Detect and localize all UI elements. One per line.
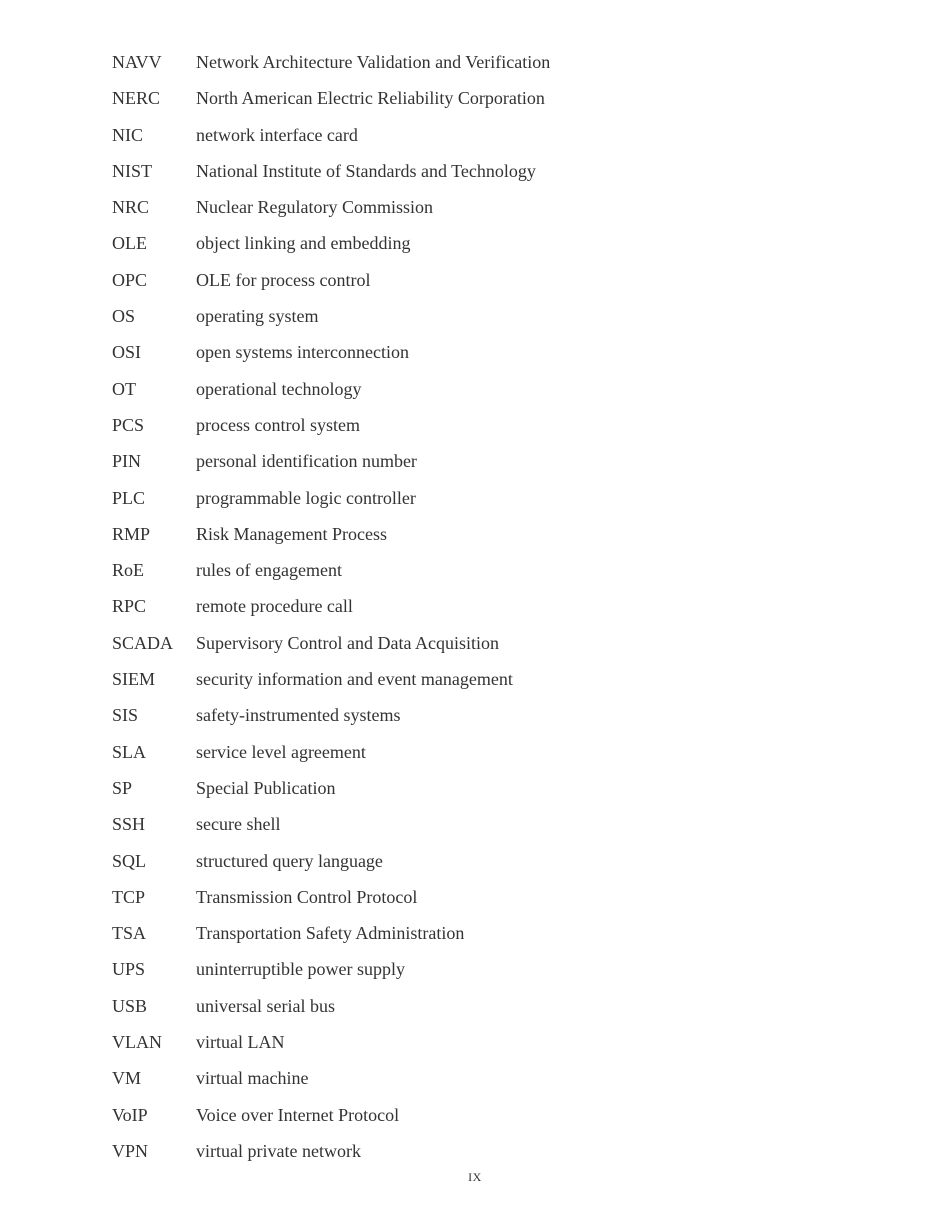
acronym-term: SP xyxy=(112,777,133,798)
acronym-row xyxy=(112,522,872,558)
acronym-row xyxy=(112,849,872,885)
acronym-definition: National Institute of Standards and Technology xyxy=(196,160,536,181)
acronym-row xyxy=(112,957,872,993)
acronym-term: NRC xyxy=(112,197,150,218)
acronym-definition: service level agreement xyxy=(196,741,366,762)
acronym-term: TSA xyxy=(112,923,147,944)
acronym-list xyxy=(112,50,872,1175)
acronym-row xyxy=(112,268,872,304)
acronym-row xyxy=(112,123,872,159)
acronym-row xyxy=(112,558,872,594)
acronym-definition: object linking and embedding xyxy=(196,233,411,254)
acronym-term: SQL xyxy=(112,850,147,871)
acronym-term: OPC xyxy=(112,269,148,290)
acronym-definition: process control system xyxy=(196,414,360,435)
acronym-definition: secure shell xyxy=(196,814,281,835)
acronym-row xyxy=(112,594,872,630)
acronym-definition: operating system xyxy=(196,306,319,327)
acronym-term: NIST xyxy=(112,160,152,181)
acronym-definition: Transportation Safety Administration xyxy=(196,923,465,944)
acronym-term: VLAN xyxy=(112,1032,162,1053)
acronym-row xyxy=(112,413,872,449)
acronym-definition: uninterruptible power supply xyxy=(196,959,405,980)
page-number: IX xyxy=(468,1170,482,1184)
acronym-definition: Special Publication xyxy=(196,777,336,798)
acronym-definition: safety-instrumented systems xyxy=(196,705,401,726)
acronym-definition: security information and event management xyxy=(196,669,513,690)
acronym-row xyxy=(112,304,872,340)
acronym-definition: virtual private network xyxy=(196,1140,361,1161)
acronym-row xyxy=(112,631,872,667)
acronym-definition: programmable logic controller xyxy=(196,487,416,508)
acronym-row xyxy=(112,994,872,1030)
acronym-row xyxy=(112,159,872,195)
acronym-term: VM xyxy=(112,1068,142,1089)
acronym-definition: Voice over Internet Protocol xyxy=(196,1104,400,1125)
acronym-term: USB xyxy=(112,995,148,1016)
acronym-term: OSI xyxy=(112,342,142,363)
acronym-row xyxy=(112,740,872,776)
acronym-definition: virtual LAN xyxy=(196,1032,285,1053)
acronym-term: UPS xyxy=(112,959,146,980)
acronym-row xyxy=(112,486,872,522)
acronym-term: RMP xyxy=(112,523,151,544)
acronym-definition: OLE for process control xyxy=(196,269,371,290)
acronym-definition: open systems interconnection xyxy=(196,342,409,363)
acronym-row xyxy=(112,231,872,267)
acronym-term: NIC xyxy=(112,124,143,145)
acronym-definition: Risk Management Process xyxy=(196,523,387,544)
acronym-definition: North American Electric Reliability Corporation xyxy=(196,88,545,109)
acronym-definition: virtual machine xyxy=(196,1068,309,1089)
acronym-row xyxy=(112,50,872,86)
acronym-term: NERC xyxy=(112,88,161,109)
acronym-row xyxy=(112,703,872,739)
acronym-term: PIN xyxy=(112,451,142,472)
acronym-row xyxy=(112,377,872,413)
acronym-row xyxy=(112,776,872,812)
acronym-term: SIS xyxy=(112,705,139,726)
acronym-term: OS xyxy=(112,306,136,327)
acronym-row xyxy=(112,667,872,703)
acronym-term: OT xyxy=(112,378,136,399)
acronym-term: PLC xyxy=(112,487,146,508)
acronym-term: PCS xyxy=(112,414,145,435)
acronym-row xyxy=(112,812,872,848)
acronym-row xyxy=(112,885,872,921)
acronym-row xyxy=(112,449,872,485)
acronym-term: SIEM xyxy=(112,669,156,690)
acronym-definition: structured query language xyxy=(196,850,383,871)
acronym-row xyxy=(112,1103,872,1139)
acronym-definition: Nuclear Regulatory Commission xyxy=(196,197,433,218)
acronym-row xyxy=(112,195,872,231)
acronym-definition: Transmission Control Protocol xyxy=(196,886,418,907)
acronym-definition: remote procedure call xyxy=(196,596,353,617)
acronym-definition: Supervisory Control and Data Acquisition xyxy=(196,632,499,653)
acronym-term: SSH xyxy=(112,814,146,835)
acronym-row xyxy=(112,1066,872,1102)
acronym-term: SCADA xyxy=(112,632,174,653)
acronym-definition: rules of engagement xyxy=(196,560,342,581)
acronym-term: NAVV xyxy=(112,52,162,72)
acronym-row xyxy=(112,1030,872,1066)
acronym-term: SLA xyxy=(112,741,147,762)
acronym-definition: universal serial bus xyxy=(196,995,335,1016)
acronym-definition: operational technology xyxy=(196,378,362,399)
acronym-term: OLE xyxy=(112,233,147,254)
acronym-row xyxy=(112,86,872,122)
acronym-definition: network interface card xyxy=(196,124,358,145)
acronym-term: VPN xyxy=(112,1140,149,1161)
acronym-definition: Network Architecture Validation and Verification xyxy=(196,52,551,72)
acronym-row xyxy=(112,921,872,957)
acronym-term: VoIP xyxy=(112,1104,148,1125)
acronym-term: TCP xyxy=(112,886,146,907)
acronym-row xyxy=(112,340,872,376)
acronym-definition: personal identification number xyxy=(196,451,417,472)
acronym-term: RPC xyxy=(112,596,147,617)
acronym-term: RoE xyxy=(112,560,145,581)
